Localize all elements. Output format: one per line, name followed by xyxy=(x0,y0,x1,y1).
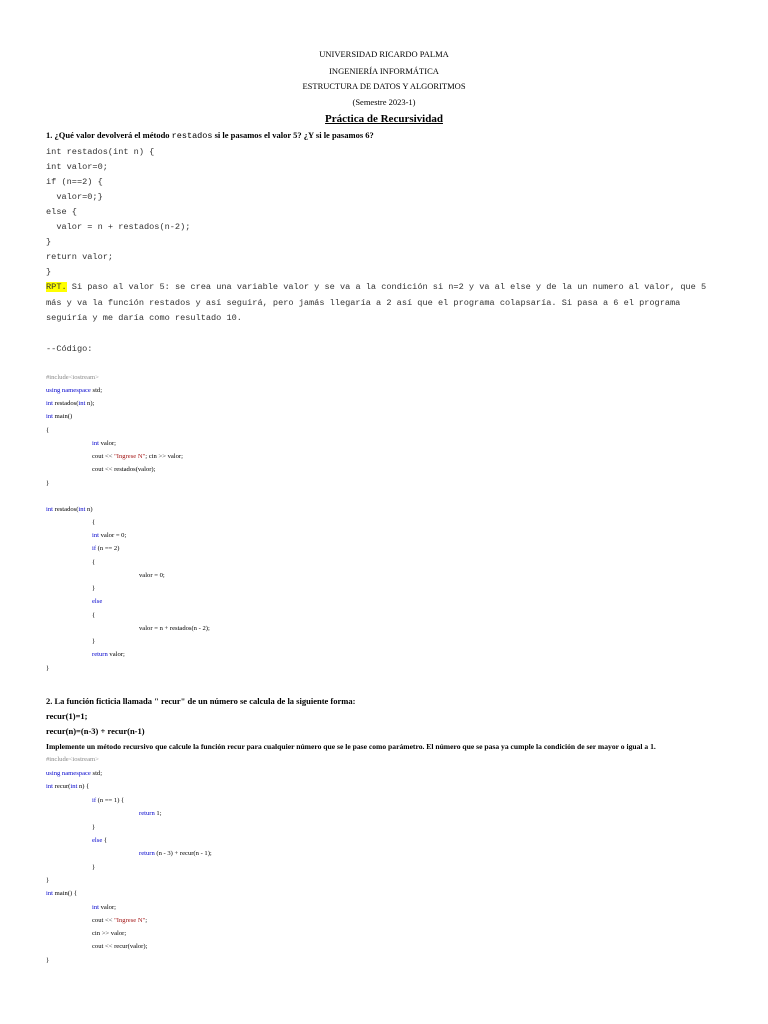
question-1-method: restados xyxy=(171,131,213,141)
code-line: int recur(int n) { xyxy=(46,783,90,790)
code-line: return 1; xyxy=(139,810,162,817)
code-line: cout << restados(valor); xyxy=(92,466,156,473)
code-line: valor=0;} xyxy=(46,192,103,202)
code-line: int restados(int n) xyxy=(46,506,93,513)
answer-label: RPT. xyxy=(46,282,67,292)
answer-text: Si paso al valor 5: se crea una variable valor y se va a la condición si n=2 y va al else y de la un numero al valor, que 5 más y va la función restados y así seguirá, pero jamás llegaría a 2 así que el programa colapsaría. Si pasa a 6 el programa seguiría y me daría como resultado 10. xyxy=(46,282,707,323)
code-line: int restados(int n) { xyxy=(46,147,155,157)
code-line: } xyxy=(92,638,96,645)
code-line: } xyxy=(46,480,50,487)
course-name: ESTRUCTURA DE DATOS Y ALGORITMOS xyxy=(302,81,466,91)
code-line: else { xyxy=(46,207,77,217)
code-line: } xyxy=(46,237,52,247)
code-line: int valor = 0; xyxy=(92,532,127,539)
code-line: int restados(int n); xyxy=(46,400,95,407)
code-line: return valor; xyxy=(46,252,114,262)
code-line: int valor; xyxy=(92,904,116,911)
code-line: using namespace std; xyxy=(46,770,103,777)
code-line: if (n==2) { xyxy=(46,177,103,187)
code-line: int main() xyxy=(46,413,73,420)
code-line: cout << recur(valor); xyxy=(92,943,148,950)
code-line: valor = n + restados(n - 2); xyxy=(139,625,210,632)
code-line: using namespace std; xyxy=(46,387,103,394)
code-line: { xyxy=(92,612,96,619)
page-title: Práctica de Recursividad xyxy=(325,113,443,125)
code-line: } xyxy=(46,267,52,277)
code-line: valor = 0; xyxy=(139,572,165,579)
code-line: } xyxy=(46,665,50,672)
question-2: 2. La función ficticia llamada " recur" de un número se calcula de la siguiente forma: xyxy=(46,696,356,706)
code-line: cout << "Ingrese N"; xyxy=(92,917,148,924)
code-line: } xyxy=(92,824,96,831)
university-name: UNIVERSIDAD RICARDO PALMA xyxy=(319,49,449,59)
code-line: if (n == 1) { xyxy=(92,797,125,804)
code-label: --Código: xyxy=(46,344,93,354)
code-line: valor = n + restados(n-2); xyxy=(46,222,191,232)
code-line: int valor=0; xyxy=(46,162,108,172)
question-2-task: Implemente un método recursivo que calcule la función recur para cualquier número que se le pase como parámetro. El número que se pasa ya cumple la condición de ser mayor o igual a 1. xyxy=(46,742,656,751)
code-line: else { xyxy=(92,837,108,844)
code-line: else xyxy=(92,598,103,605)
answer-paragraph xyxy=(46,280,726,327)
code-line: int valor; xyxy=(92,440,116,447)
code-line: #include<iostream> xyxy=(46,374,99,381)
code-line: #include<iostream> xyxy=(46,756,99,763)
question-1-prefix: 1. ¿Qué valor devolverá el método xyxy=(46,130,170,140)
code-line: return valor; xyxy=(92,651,125,658)
code-line: { xyxy=(92,559,96,566)
question-1 xyxy=(46,130,374,141)
faculty-name: INGENIERÍA INFORMÁTICA xyxy=(329,66,439,76)
code-line: } xyxy=(92,864,96,871)
code-line: } xyxy=(92,585,96,592)
code-line: { xyxy=(46,427,50,434)
question-2-rule-2: recur(n)=(n-3) + recur(n-1) xyxy=(46,726,145,736)
semester: (Semestre 2023-1) xyxy=(352,97,416,107)
code-line: return (n - 3) + recur(n - 1); xyxy=(139,850,212,857)
question-2-rule-1: recur(1)=1; xyxy=(46,711,88,721)
code-line: if (n == 2) xyxy=(92,545,120,552)
code-line: cin >> valor; xyxy=(92,930,127,937)
code-line: { xyxy=(92,519,96,526)
code-line: cout << "Ingrese N"; cin >> valor; xyxy=(92,453,183,460)
question-1-suffix: si le pasamos el valor 5? ¿Y si le pasamos 6? xyxy=(214,130,374,140)
code-line: } xyxy=(46,877,50,884)
code-line: int main() { xyxy=(46,890,78,897)
code-line: } xyxy=(46,957,50,964)
